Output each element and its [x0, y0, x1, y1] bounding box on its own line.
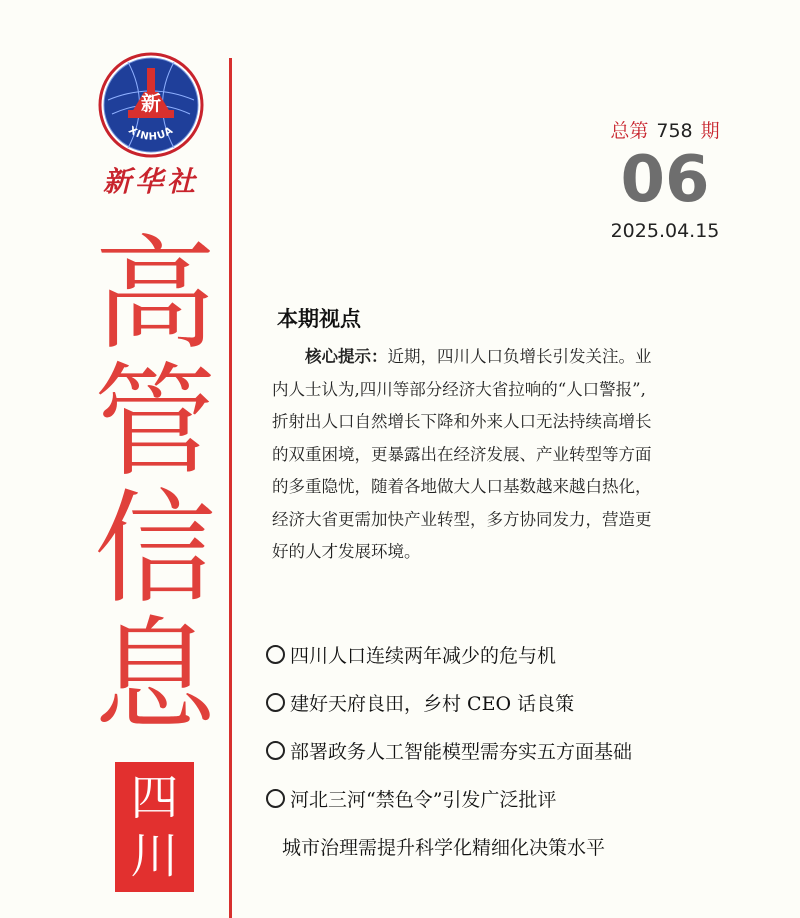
summary-line: 的双重困境，更暴露出在经济发展、产业转型等方面 [272, 444, 652, 464]
circle-bullet-icon [266, 741, 285, 760]
summary-line: 核心提示：近期，四川人口负增长引发关注。业 [305, 347, 652, 366]
circle-bullet-icon [266, 693, 285, 712]
title-char: 管 [94, 351, 216, 493]
toc-subtitle: 城市治理需提升科学化精细化决策水平 [282, 837, 606, 859]
summary-line: 内人士认为,四川等部分经济大省拉响的“人口警报”, [272, 379, 646, 399]
issue-date: 2025.04.15 [610, 220, 720, 242]
logo-text: XINHUA [126, 124, 176, 143]
summary-line: 的多重隐忧，随着各地做大人口基数越来越白热化， [272, 477, 652, 496]
summary-lead: 核心提示： [305, 347, 388, 366]
vertical-divider [229, 58, 232, 918]
region-badge [115, 762, 194, 892]
issue-prefix: 总第 [610, 120, 649, 142]
xinhua-logo [98, 52, 204, 158]
toc-item: 四川人口连续两年减少的危与机 [266, 638, 766, 686]
summary-line: 折射出人口自然增长下降和外来人口无法持续高增长 [272, 412, 652, 431]
circle-bullet-icon [266, 789, 285, 808]
title-char: 信 [94, 478, 216, 620]
logo-glyph: 新 [141, 91, 161, 115]
viewpoint-heading: 本期视点 [277, 306, 361, 331]
circle-bullet-icon [266, 645, 285, 664]
toc-item: 河北三河“禁色令”引发广泛批评 [266, 782, 766, 830]
issue-total-number: 758 [656, 120, 693, 142]
summary-line: 好的人才发展环境。 [272, 542, 421, 561]
title-char: 息 [94, 605, 216, 747]
title-char: 高 [94, 224, 216, 366]
toc-item: 建好天府良田，乡村 CEO 话良策 [266, 686, 766, 734]
toc-item: 部署政务人工智能模型需夯实五方面基础 [266, 734, 766, 782]
region-char: 四 [130, 770, 179, 826]
issue-number: 06 [620, 143, 710, 217]
issue-suffix: 期 [700, 120, 720, 142]
publication-title [90, 224, 220, 747]
table-of-contents [266, 638, 766, 866]
viewpoint-summary [272, 341, 718, 569]
summary-line: 经济大省更需加快产业转型，多方协同发力，营造更 [272, 509, 652, 529]
agency-name: 新华社 [102, 165, 199, 198]
region-char: 川 [130, 828, 179, 884]
